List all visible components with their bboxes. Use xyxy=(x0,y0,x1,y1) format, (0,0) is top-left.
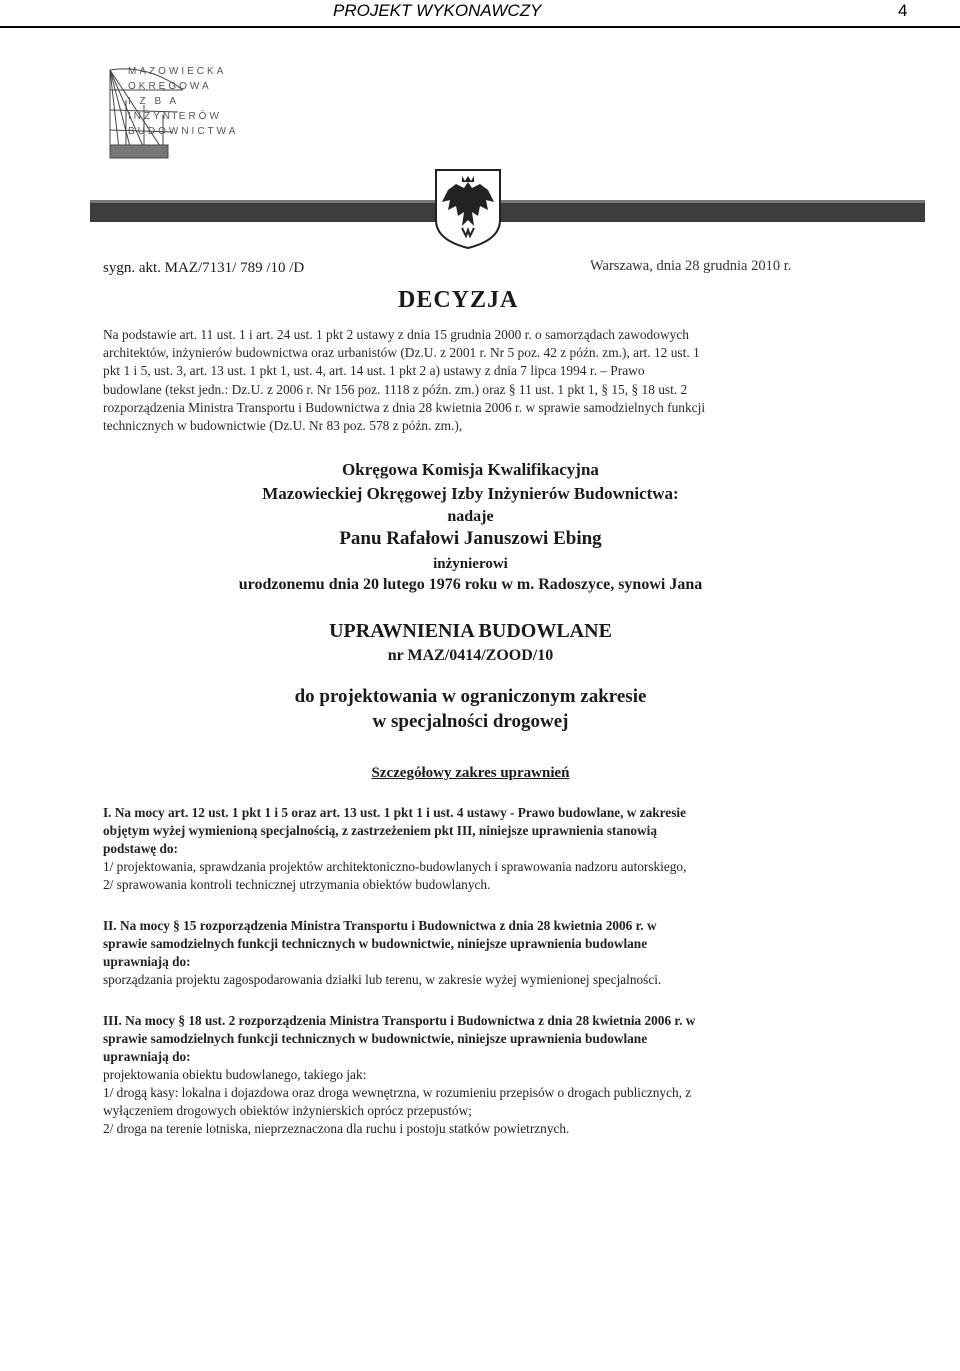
permit-title: UPRAWNIENIA BUDOWLANE xyxy=(329,620,612,642)
org-line: INŻYNIERÓW xyxy=(128,111,222,122)
section-1-line: objętym wyżej wymienioną specjalnością, z zastrzeżeniem pkt III, niniejsze uprawnienia stanowią xyxy=(103,823,657,838)
section-3-item: 2/ droga na terenie lotniska, nieprzeznaczona dla ruchu i postoju statków powietrznych. xyxy=(103,1121,570,1136)
section-3 xyxy=(103,1012,841,1138)
legal-basis-line: pkt 1 i 5, ust. 3, art. 13 ust. 1 pkt 1, ust. 4, art. 14 ust. 1 pkt 2 a) ustawy z dnia 7 lipca 1994 r. – Prawo xyxy=(103,363,645,379)
legal-basis-line: technicznych w budownictwie (Dz.U. Nr 83 poz. 578 z późn. zm.), xyxy=(103,418,463,434)
scope-line-2: w specjalności drogowej xyxy=(372,711,569,732)
section-3-item: projektowania obiektu budowlanego, takiego jak: xyxy=(103,1067,367,1082)
eagle-emblem-icon xyxy=(428,168,508,250)
section-1-item: 2/ sprawowania kontroli technicznej utrzymania obiektów budowlanych. xyxy=(103,877,491,892)
scope-line-1: do projektowania w ograniczonym zakresie xyxy=(294,686,647,707)
legal-basis-line: Na podstawie art. 11 ust. 1 i art. 24 ust. 1 pkt 2 ustawy z dnia 15 grudnia 2000 r. o samorządach zawodowych xyxy=(103,327,689,342)
section-1-item: 1/ projektowania, sprawdzania projektów architektoniczno-budowlanych i sprawowania nadzoru autorskiego, xyxy=(103,859,687,874)
decision-title: DECYZJA xyxy=(398,287,519,313)
chamber-name xyxy=(128,64,238,139)
section-2-line: sprawie samodzielnych funkcji technicznych w budownictwie, niniejsze uprawnienia budowlane xyxy=(103,936,648,951)
section-3-item: wyłączeniem drogowych obiektów inżynierskich oprócz przepustów; xyxy=(103,1103,472,1118)
section-2-line: II. Na mocy § 15 rozporządzenia Ministra Transportu i Budownictwa z dnia 28 kwietnia 2006 r. w xyxy=(103,918,657,933)
org-line: MAZOWIECKA xyxy=(128,66,227,77)
section-3-item: 1/ drogą kasy: lokalna i dojazdowa oraz droga wewnętrzna, w rozumieniu przepisów o drogach publicznych, z xyxy=(103,1085,692,1100)
permit-number: nr MAZ/0414/ZOOD/10 xyxy=(387,647,554,664)
section-1 xyxy=(103,804,841,894)
legal-basis-line: rozporządzenia Ministra Transportu i Budownictwa z dnia 28 kwietnia 2006 r. w sprawie samodzielnych funkcji xyxy=(103,399,706,415)
legal-basis-line: budowlane (tekst jedn.: Dz.U. z 2006 r. Nr 156 poz. 1118 z późn. zm.) oraz § 11 ust. 1 pkt 1, § 15, § 18 ust. 2 xyxy=(103,381,688,397)
recipient-birth-details: urodzonemu dnia 20 lutego 1976 roku w m. Radoszyce, synowi Jana xyxy=(238,576,703,593)
place-and-date: Warszawa, dnia 28 grudnia 2010 r. xyxy=(590,258,792,274)
header-title: PROJEKT WYKONAWCZY xyxy=(333,1,542,20)
page-number: 4 xyxy=(898,1,908,20)
scope-heading: Szczegółowy zakres uprawnień xyxy=(371,765,570,781)
grants-verb: nadaje xyxy=(447,508,494,525)
section-2-line: uprawniają do: xyxy=(103,954,191,969)
case-reference: sygn. akt. MAZ/7131/ 789 /10 /D xyxy=(103,260,305,276)
section-2 xyxy=(103,917,841,989)
org-line: OKRĘGOWA xyxy=(128,81,212,92)
section-1-line: I. Na mocy art. 12 ust. 1 pkt 1 i 5 oraz art. 13 ust. 1 pkt 1 i ust. 4 ustawy - Prawo budowlane, w zakresie xyxy=(103,805,686,820)
section-2-item: sporządzania projektu zagospodarowania działki lub terenu, w zakresie wyżej wymienionej specjalności. xyxy=(103,972,662,987)
section-3-line: III. Na mocy § 18 ust. 2 rozporządzenia Ministra Transportu i Budownictwa z dnia 28 kwietnia 2006 r. w xyxy=(103,1013,696,1028)
legal-basis xyxy=(103,326,838,435)
org-line: BUDOWNICTWA xyxy=(128,126,239,137)
page-header xyxy=(0,0,960,30)
org-line: I Z B A xyxy=(128,96,180,107)
header-rule xyxy=(0,26,960,28)
commission-name: Okręgowa Komisja Kwalifikacyjna xyxy=(342,460,599,479)
legal-basis-line: architektów, inżynierów budownictwa oraz urbanistów (Dz.U. z 2001 r. Nr 5 poz. 42 z późn. zm.), art. 12 ust. 1 xyxy=(103,345,700,361)
recipient-profession: inżynierowi xyxy=(433,556,508,572)
section-1-line: podstawę do: xyxy=(103,841,178,856)
section-3-line: uprawniają do: xyxy=(103,1049,191,1064)
recipient-name: Panu Rafałowi Januszowi Ebing xyxy=(339,528,602,549)
section-3-line: sprawie samodzielnych funkcji technicznych w budownictwie, niniejsze uprawnienia budowlane xyxy=(103,1031,648,1046)
chamber-full-name: Mazowieckiej Okręgowej Izby Inżynierów Budownictwa: xyxy=(262,484,679,503)
